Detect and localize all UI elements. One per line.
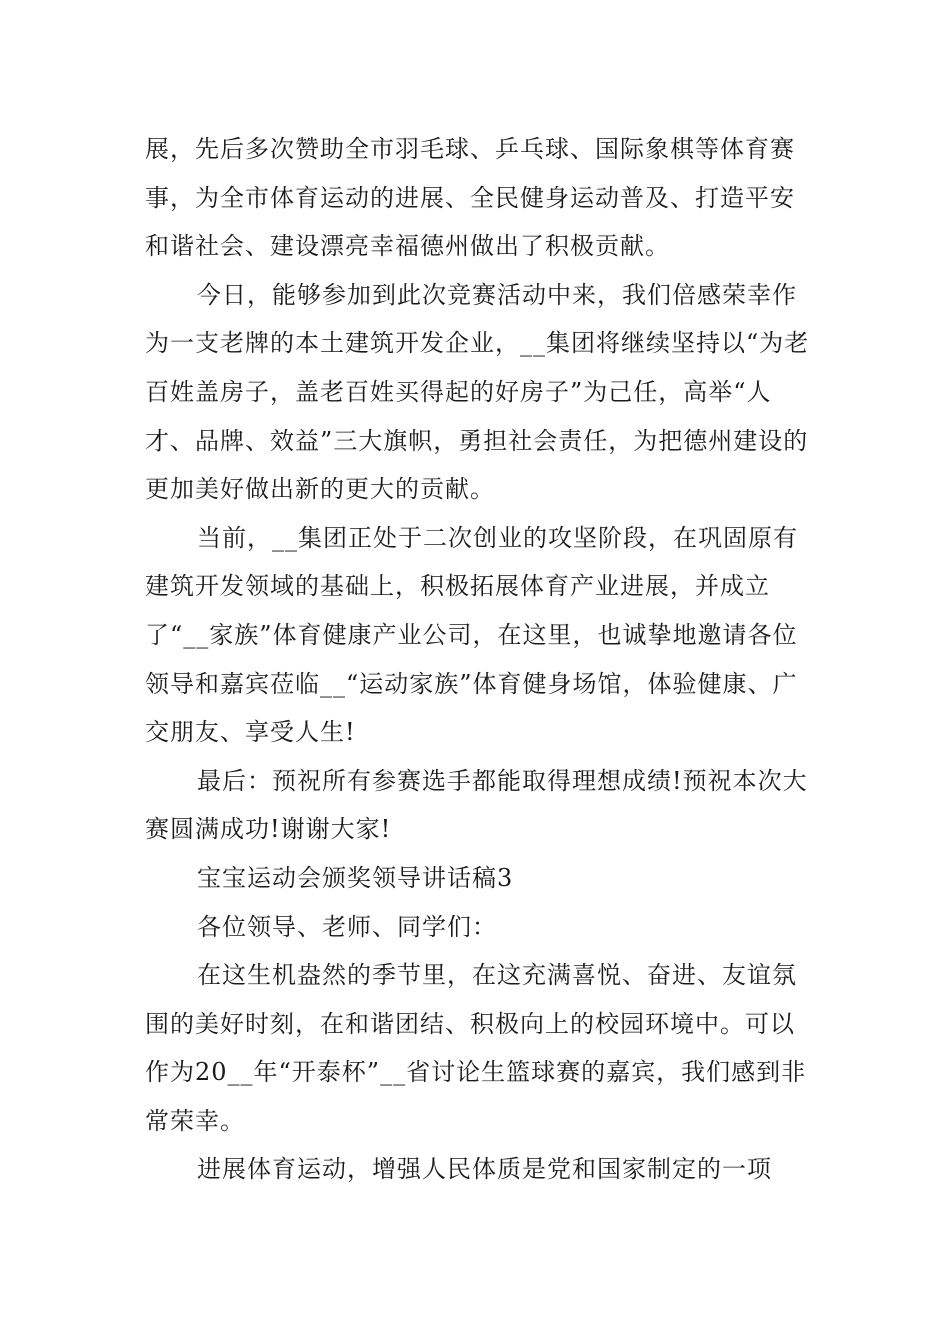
paragraph-1: 展，先后多次赞助全市羽毛球、乒乓球、国际象棋等体育赛事，为全市体育运动的进展、全民健身运动普及、打造平安和谐社会、建设漂亮幸福德州做出了积极贡献。 (145, 135, 795, 261)
paragraph-2: 今日，能够参加到此次竞赛活动中来，我们倍感荣幸作为一支老牌的本土建筑开发企业，__集团将继续坚持以“为老百姓盖房子，盖老百姓买得起的好房子”为己任，高举“人才、品牌、效益”三大旗帜，勇担社会责任，为把德州建设的更加美好做出新的更大的贡献。 (145, 280, 810, 504)
paragraph-4: 最后：预祝所有参赛选手都能取得理想成绩!预祝本次大赛圆满成功!谢谢大家! (145, 766, 808, 844)
document-body (145, 125, 810, 1194)
section-heading: 宝宝运动会颁奖领导讲话稿3 (197, 863, 514, 892)
paragraph-6: 进展体育运动，增强人民体质是党和国家制定的一项 (197, 1155, 772, 1184)
paragraph-3: 当前，__集团正处于二次创业的攻坚阶段，在巩固原有建筑开发领域的基础上，积极拓展体育产业进展，并成立了“__家族”体育健康产业公司，在这里，也诚挚地邀请各位领导和嘉宾莅临__“运动家族”体育健身场馆，体验健康、广交朋友、享受人生! (145, 523, 798, 747)
salutation: 各位领导、老师、同学们： (197, 912, 497, 941)
paragraph-5: 在这生机盎然的季节里，在这充满喜悦、奋进、友谊氛围的美好时刻，在和谐团结、积极向上的校园环境中。可以作为20__年“开泰杯”__省讨论生篮球赛的嘉宾，我们感到非常荣幸。 (145, 961, 807, 1135)
